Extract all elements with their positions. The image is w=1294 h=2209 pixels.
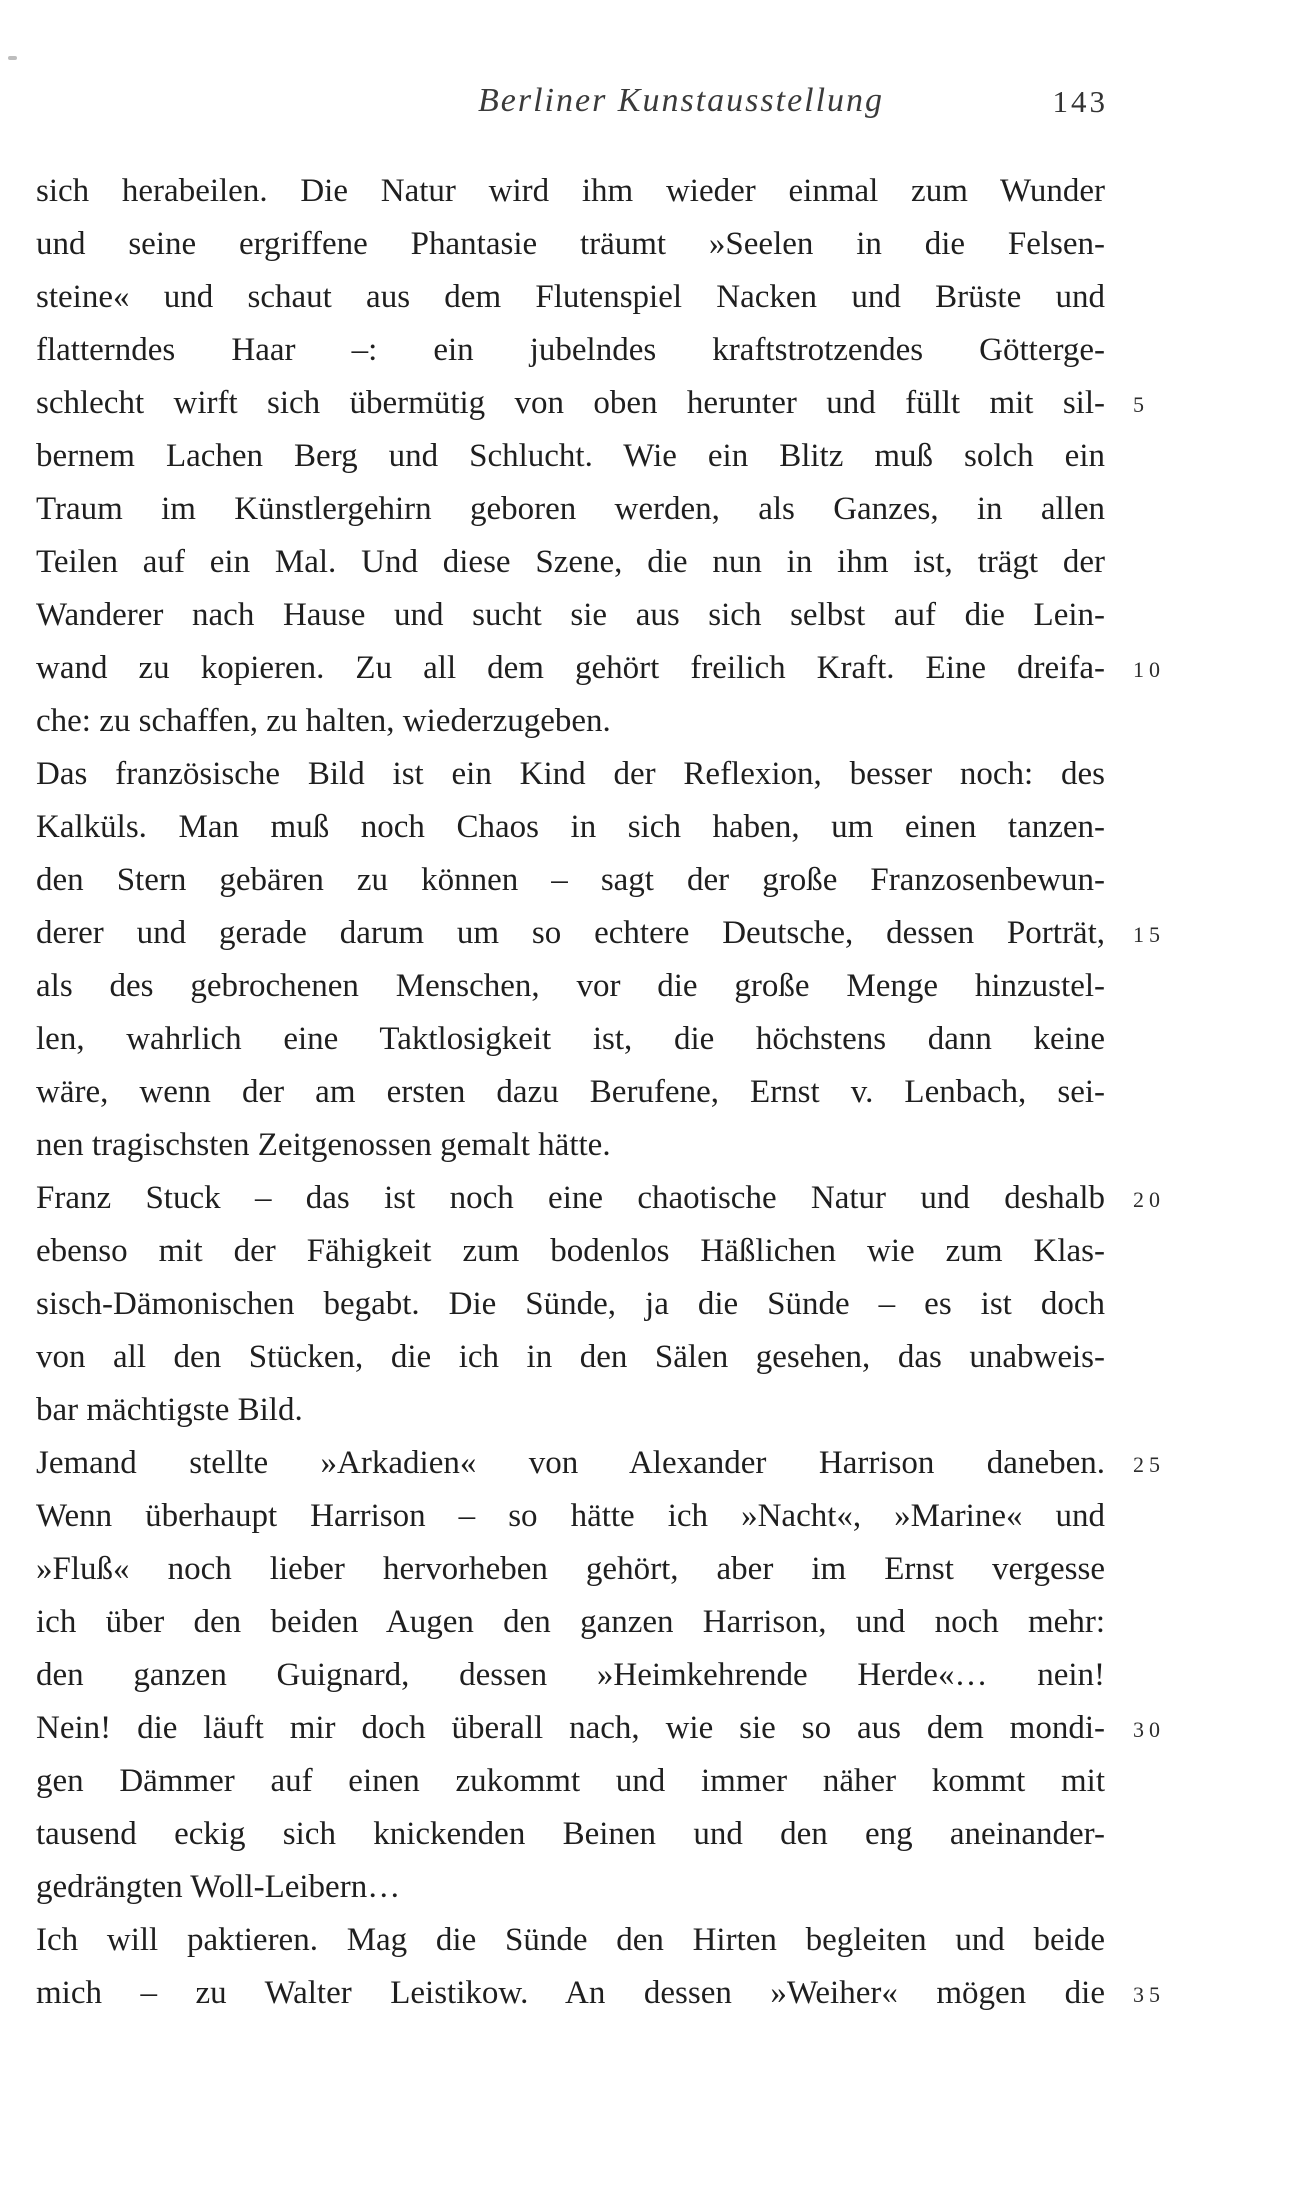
text-line: [36, 218, 1105, 271]
text-line: [36, 960, 1105, 1013]
line-text: wäre, wenn der am ersten dazu Berufene, Ernst v. Lenbach, sei-: [36, 1074, 1105, 1110]
line-text: steine« und schaut aus dem Flutenspiel Nacken und Brüste und: [36, 279, 1105, 315]
text-line: [36, 695, 1105, 748]
line-text: Das französische Bild ist ein Kind der Reflexion, besser noch: des: [36, 756, 1105, 792]
text-line: [36, 589, 1105, 642]
text-line: [36, 1225, 1105, 1278]
line-text: che: zu schaffen, zu halten, wiederzugeben.: [36, 703, 611, 739]
line-text: Traum im Künstlergehirn geboren werden, als Ganzes, in allen: [36, 491, 1105, 527]
line-text: sich herabeilen. Die Natur wird ihm wieder einmal zum Wunder: [36, 173, 1105, 209]
line-text: tausend eckig sich knickenden Beinen und den eng aneinander-: [36, 1816, 1105, 1852]
line-number-marker: 15: [1133, 922, 1165, 947]
line-text: Jemand stellte »Arkadien« von Alexander Harrison daneben.: [36, 1445, 1105, 1481]
line-text: wand zu kopieren. Zu all dem gehört freilich Kraft. Eine dreifa-: [36, 650, 1105, 686]
line-text: bar mächtigste Bild.: [36, 1392, 303, 1428]
text-line: [36, 1914, 1105, 1967]
text-line: [36, 1013, 1105, 1066]
text-line: [36, 1702, 1165, 1755]
running-header-title: Berliner Kunstausstellung: [478, 82, 885, 119]
text-line: [36, 483, 1105, 536]
line-text: len, wahrlich eine Taktlosigkeit ist, die höchstens dann keine: [36, 1021, 1105, 1057]
text-line: [36, 1808, 1105, 1861]
text-line: [36, 1437, 1165, 1490]
text-line: [36, 1066, 1105, 1119]
line-number-marker: 10: [1133, 657, 1165, 682]
scan-artifact-speck: [8, 56, 17, 60]
line-number-marker: 5: [1133, 392, 1149, 417]
text-line: [36, 1384, 1105, 1437]
text-line: [36, 1596, 1105, 1649]
line-text: Franz Stuck – das ist noch eine chaotische Natur und deshalb: [36, 1180, 1105, 1216]
line-text: gen Dämmer auf einen zukommt und immer näher kommt mit: [36, 1763, 1105, 1799]
text-line: [36, 1331, 1105, 1384]
line-text: von all den Stücken, die ich in den Sälen gesehen, das unabweis-: [36, 1339, 1105, 1375]
text-line: [36, 1490, 1105, 1543]
line-text: flatterndes Haar –: ein jubelndes kraftstrotzendes Götterge-: [36, 332, 1105, 368]
text-line: [36, 854, 1105, 907]
text-line: [36, 1119, 1105, 1172]
text-line: [36, 1172, 1165, 1225]
line-number-marker: 35: [1133, 1982, 1165, 2007]
line-text: als des gebrochenen Menschen, vor die große Menge hinzustel-: [36, 968, 1105, 1004]
text-line: [36, 271, 1105, 324]
line-number-marker: 25: [1133, 1452, 1165, 1477]
line-text: ich über den beiden Augen den ganzen Harrison, und noch mehr:: [36, 1604, 1105, 1640]
line-text: Wenn überhaupt Harrison – so hätte ich »Nacht«, »Marine« und: [36, 1498, 1105, 1534]
line-text: Wanderer nach Hause und sucht sie aus sich selbst auf die Lein-: [36, 597, 1105, 633]
line-text: Nein! die läuft mir doch überall nach, wie sie so aus dem mondi-: [36, 1710, 1105, 1746]
body-text-block: [36, 165, 1165, 2020]
line-text: mich – zu Walter Leistikow. An dessen »Weiher« mögen die: [36, 1975, 1105, 2011]
text-line: [36, 907, 1165, 960]
line-text: gedrängten Woll-Leibern…: [36, 1869, 401, 1905]
line-text: »Fluß« noch lieber hervorheben gehört, aber im Ernst vergesse: [36, 1551, 1105, 1587]
line-text: Ich will paktieren. Mag die Sünde den Hirten begleiten und beide: [36, 1922, 1105, 1958]
text-line: [36, 430, 1105, 483]
text-line: [36, 377, 1149, 430]
text-line: [36, 642, 1165, 695]
page-number: 143: [1052, 84, 1108, 119]
running-header: [0, 82, 1294, 128]
line-text: ebenso mit der Fähigkeit zum bodenlos Häßlichen wie zum Klas-: [36, 1233, 1105, 1269]
text-line: [36, 748, 1105, 801]
line-text: Teilen auf ein Mal. Und diese Szene, die nun in ihm ist, trägt der: [36, 544, 1105, 580]
line-text: derer und gerade darum um so echtere Deutsche, dessen Porträt,: [36, 915, 1105, 951]
text-line: [36, 1543, 1105, 1596]
line-text: schlecht wirft sich übermütig von oben herunter und füllt mit sil-: [36, 385, 1105, 421]
line-text: den Stern gebären zu können – sagt der große Franzosenbewun-: [36, 862, 1105, 898]
text-line: [36, 1278, 1105, 1331]
text-line: [36, 1967, 1165, 2020]
line-text: bernem Lachen Berg und Schlucht. Wie ein Blitz muß solch ein: [36, 438, 1105, 474]
line-text: nen tragischsten Zeitgenossen gemalt hätte.: [36, 1127, 611, 1163]
line-text: und seine ergriffene Phantasie träumt »Seelen in die Felsen-: [36, 226, 1105, 262]
line-text: Kalküls. Man muß noch Chaos in sich haben, um einen tanzen-: [36, 809, 1105, 845]
line-text: sisch-Dämonischen begabt. Die Sünde, ja die Sünde – es ist doch: [36, 1286, 1105, 1322]
text-line: [36, 1649, 1105, 1702]
line-number-marker: 20: [1133, 1187, 1165, 1212]
text-line: [36, 1755, 1105, 1808]
text-line: [36, 536, 1105, 589]
text-line: [36, 324, 1105, 377]
text-line: [36, 801, 1105, 854]
line-text: den ganzen Guignard, dessen »Heimkehrende Herde«… nein!: [36, 1657, 1105, 1693]
line-number-marker: 30: [1133, 1717, 1165, 1742]
text-line: [36, 1861, 1105, 1914]
text-line: [36, 165, 1105, 218]
